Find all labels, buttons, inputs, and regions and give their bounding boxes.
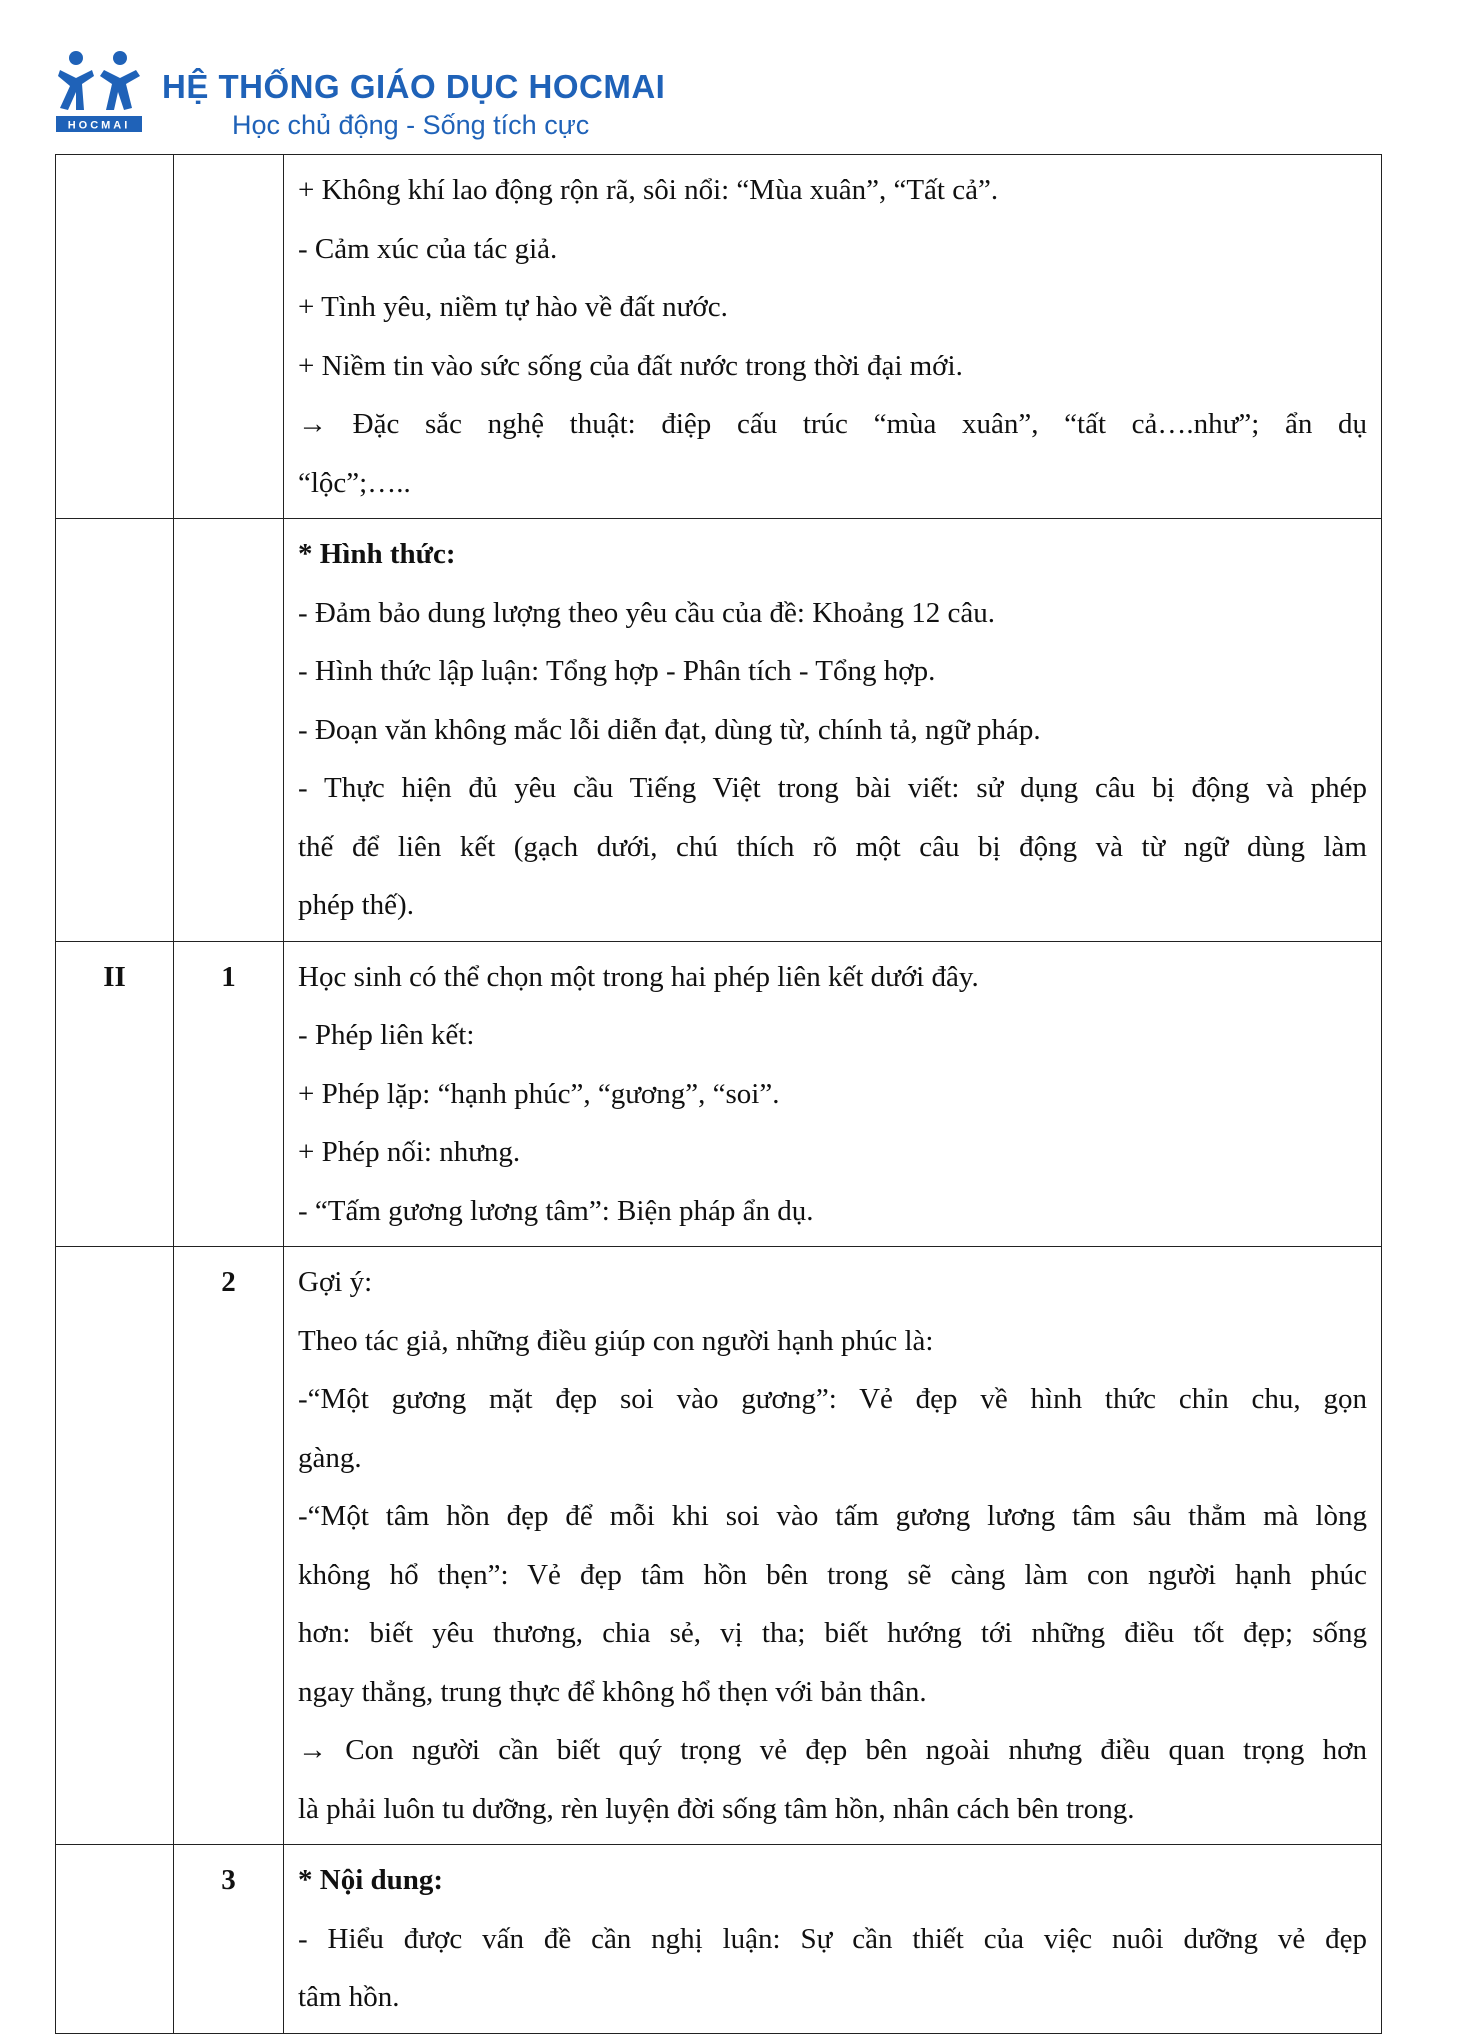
answer-line: - Thực hiện đủ yêu cầu Tiếng Việt trong bài viết: sử dụng câu bị động và phép — [298, 772, 1367, 804]
answer-line: + Niềm tin vào sức sống của đất nước trong thời đại mới. — [298, 349, 963, 382]
question-cell — [174, 155, 284, 519]
answer-line: -“Một tâm hồn đẹp để mỗi khi soi vào tấm gương lương tâm sâu thẳm mà lòng — [298, 1500, 1367, 1532]
answer-line: Theo tác giả, những điều giúp con người hạnh phúc là: — [298, 1324, 934, 1357]
answer-cell — [284, 155, 1382, 519]
brand-tagline: Học chủ động - Sống tích cực — [232, 110, 590, 140]
answer-line: + Phép nối: nhưng. — [298, 1136, 521, 1168]
answer-line: - Đoạn văn không mắc lỗi diễn đạt, dùng từ, chính tả, ngữ pháp. — [298, 713, 1041, 746]
question-cell: 2 — [174, 1247, 284, 1845]
answer-line: Gợi ý: — [298, 1266, 373, 1298]
table-row — [56, 155, 1382, 519]
answer-line: + Tình yêu, niềm tự hào về đất nước. — [298, 291, 728, 323]
answer-line: → Con người cần biết quý trọng vẻ đẹp bên ngoài nhưng điều quan trọng hơn — [298, 1734, 1367, 1766]
section-heading: * Hình thức: — [298, 538, 456, 570]
answer-line: - Hiểu được vấn đề cần nghị luận: Sự cần thiết của việc nuôi dưỡng vẻ đẹp — [298, 1922, 1367, 1955]
table-row — [56, 941, 1382, 1247]
answer-line: + Không khí lao động rộn rã, sôi nổi: “Mùa xuân”, “Tất cả”. — [298, 174, 999, 206]
answer-line: - Phép liên kết: — [298, 1019, 475, 1051]
answer-line: → Đặc sắc nghệ thuật: điệp cấu trúc “mùa xuân”, “tất cả….như”; ẩn dụ — [298, 408, 1367, 440]
table-row — [56, 519, 1382, 942]
answer-line: không hổ thẹn”: Vẻ đẹp tâm hồn bên trong sẽ càng làm con người hạnh phúc — [298, 1558, 1367, 1591]
question-cell: 3 — [174, 1845, 284, 2034]
hocmai-logo-icon — [54, 48, 146, 140]
table-row — [56, 1845, 1382, 2034]
question-cell: 1 — [174, 941, 284, 1247]
answer-table — [55, 154, 1382, 2034]
answer-line: + Phép lặp: “hạnh phúc”, “gương”, “soi”. — [298, 1077, 780, 1110]
svg-text:HOCMAI: HOCMAI — [67, 119, 131, 132]
answer-line: gàng. — [298, 1441, 362, 1474]
answer-cell — [284, 519, 1382, 942]
answer-line: - Hình thức lập luận: Tổng hợp - Phân tích - Tổng hợp. — [298, 655, 936, 687]
answer-cell — [284, 1845, 1382, 2034]
part-cell — [56, 1247, 174, 1845]
part-cell — [56, 519, 174, 942]
page-header — [54, 48, 814, 140]
answer-line: - Cảm xúc của tác giả. — [298, 232, 558, 265]
answer-cell — [284, 941, 1382, 1247]
answer-line: ngay thẳng, trung thực để không hổ thẹn với bản thân. — [298, 1675, 927, 1708]
part-cell — [56, 1845, 174, 2034]
table-row — [56, 1247, 1382, 1845]
answer-line: - Đảm bảo dung lượng theo yêu cầu của đề: Khoảng 12 câu. — [298, 596, 996, 629]
section-heading: * Nội dung: — [298, 1864, 444, 1896]
answer-line: “lộc”;….. — [298, 466, 411, 499]
part-cell: II — [56, 941, 174, 1247]
question-cell — [174, 519, 284, 942]
answer-line: là phải luôn tu dưỡng, rèn luyện đời sống tâm hồn, nhân cách bên trong. — [298, 1792, 1135, 1825]
answer-line: -“Một gương mặt đẹp soi vào gương”: Vẻ đẹp về hình thức chỉn chu, gọn — [298, 1383, 1367, 1415]
answer-cell — [284, 1247, 1382, 1845]
answer-line: Học sinh có thể chọn một trong hai phép liên kết dưới đây. — [298, 960, 979, 993]
answer-line: phép thế). — [298, 889, 414, 921]
part-cell — [56, 155, 174, 519]
answer-line: tâm hồn. — [298, 1981, 400, 2013]
answer-line: thế để liên kết (gạch dưới, chú thích rõ một câu bị động và từ ngữ dùng làm — [298, 830, 1367, 863]
brand-title: HỆ THỐNG GIÁO DỤC HOCMAI — [162, 68, 666, 105]
answer-line: hơn: biết yêu thương, chia sẻ, vị tha; biết hướng tới những điều tốt đẹp; sống — [298, 1617, 1367, 1649]
answer-line: - “Tấm gương lương tâm”: Biện pháp ẩn dụ. — [298, 1194, 814, 1227]
